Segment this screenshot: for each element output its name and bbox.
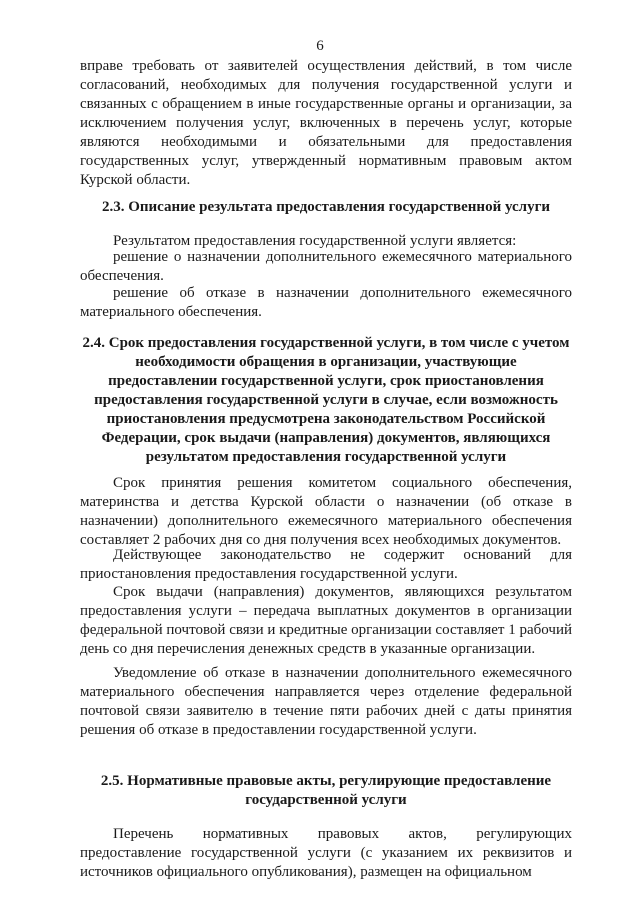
section-2-3-paragraph: решение о назначении дополнительного ежемесячного материального обеспечения. (80, 249, 572, 284)
section-2-3-heading: 2.3. Описание результата предоставления государственной услуги (101, 199, 551, 215)
intro-paragraph: вправе требовать от заявителей осуществления действий, в том числе согласований, необходимых для получения государственной услуги и связанных с обращением в иные государственные органы и организации, за исключением получения услуг, включенных в перечень услуг, которые являются необходимыми и обязательными для предоставления государственных услуг, утвержденный нормативным правовым актом Курской области. (80, 58, 572, 188)
section-2-5-paragraph: Перечень нормативных правовых актов, регулирующих предоставление государственной услуги (с указанием их реквизитов и источников официального опубликования), размещен на официальном (80, 826, 572, 880)
section-2-4-paragraph: Срок выдачи (направления) документов, являющихся результатом предоставления услуги – передача выплатных документов в организации федеральной почтовой связи и кредитные организации составляет 1 рабочий день со дня перечисления денежных средств в указанные организации. (80, 584, 572, 657)
section-2-4-paragraph: Уведомление об отказе в назначении дополнительного ежемесячного материального обеспечения направляется через отделение федеральной почтовой связи заявителю в течение пяти рабочих дней с даты принятия решения об отказе в предоставлении государственной услуги. (80, 665, 572, 738)
page-number: 6 (316, 38, 324, 54)
section-2-4-paragraph: Действующее законодательство не содержит оснований для приостановления предоставления государственной услуги. (80, 547, 572, 582)
section-2-5-heading: 2.5. Нормативные правовые акты, регулирующие предоставление государственной услуги (100, 773, 552, 808)
section-2-3-paragraph: Результатом предоставления государственной услуги является: (113, 233, 517, 249)
section-2-4-paragraph: Срок принятия решения комитетом социального обеспечения, материнства и детства Курской области о назначении (об отказе в назначении) дополнительного ежемесячного материального обеспечения составляет 2 рабочих дня со дня получения всех необходимых документов. (80, 475, 572, 548)
section-2-4-heading: 2.4. Срок предоставления государственной услуги, в том числе с учетом необходимости обращения в организации, участвующие предоставлении государственной услуги, срок приостановления предоставления государственной услуги в случае, если возможность приостановления предусмотрена законодательством Российской Федерации, срок выдачи (направления) документов, являющихся результатом предоставления государственной услуги (82, 335, 570, 465)
section-2-3-paragraph: решение об отказе в назначении дополнительного ежемесячного материального обеспечения. (80, 285, 572, 320)
